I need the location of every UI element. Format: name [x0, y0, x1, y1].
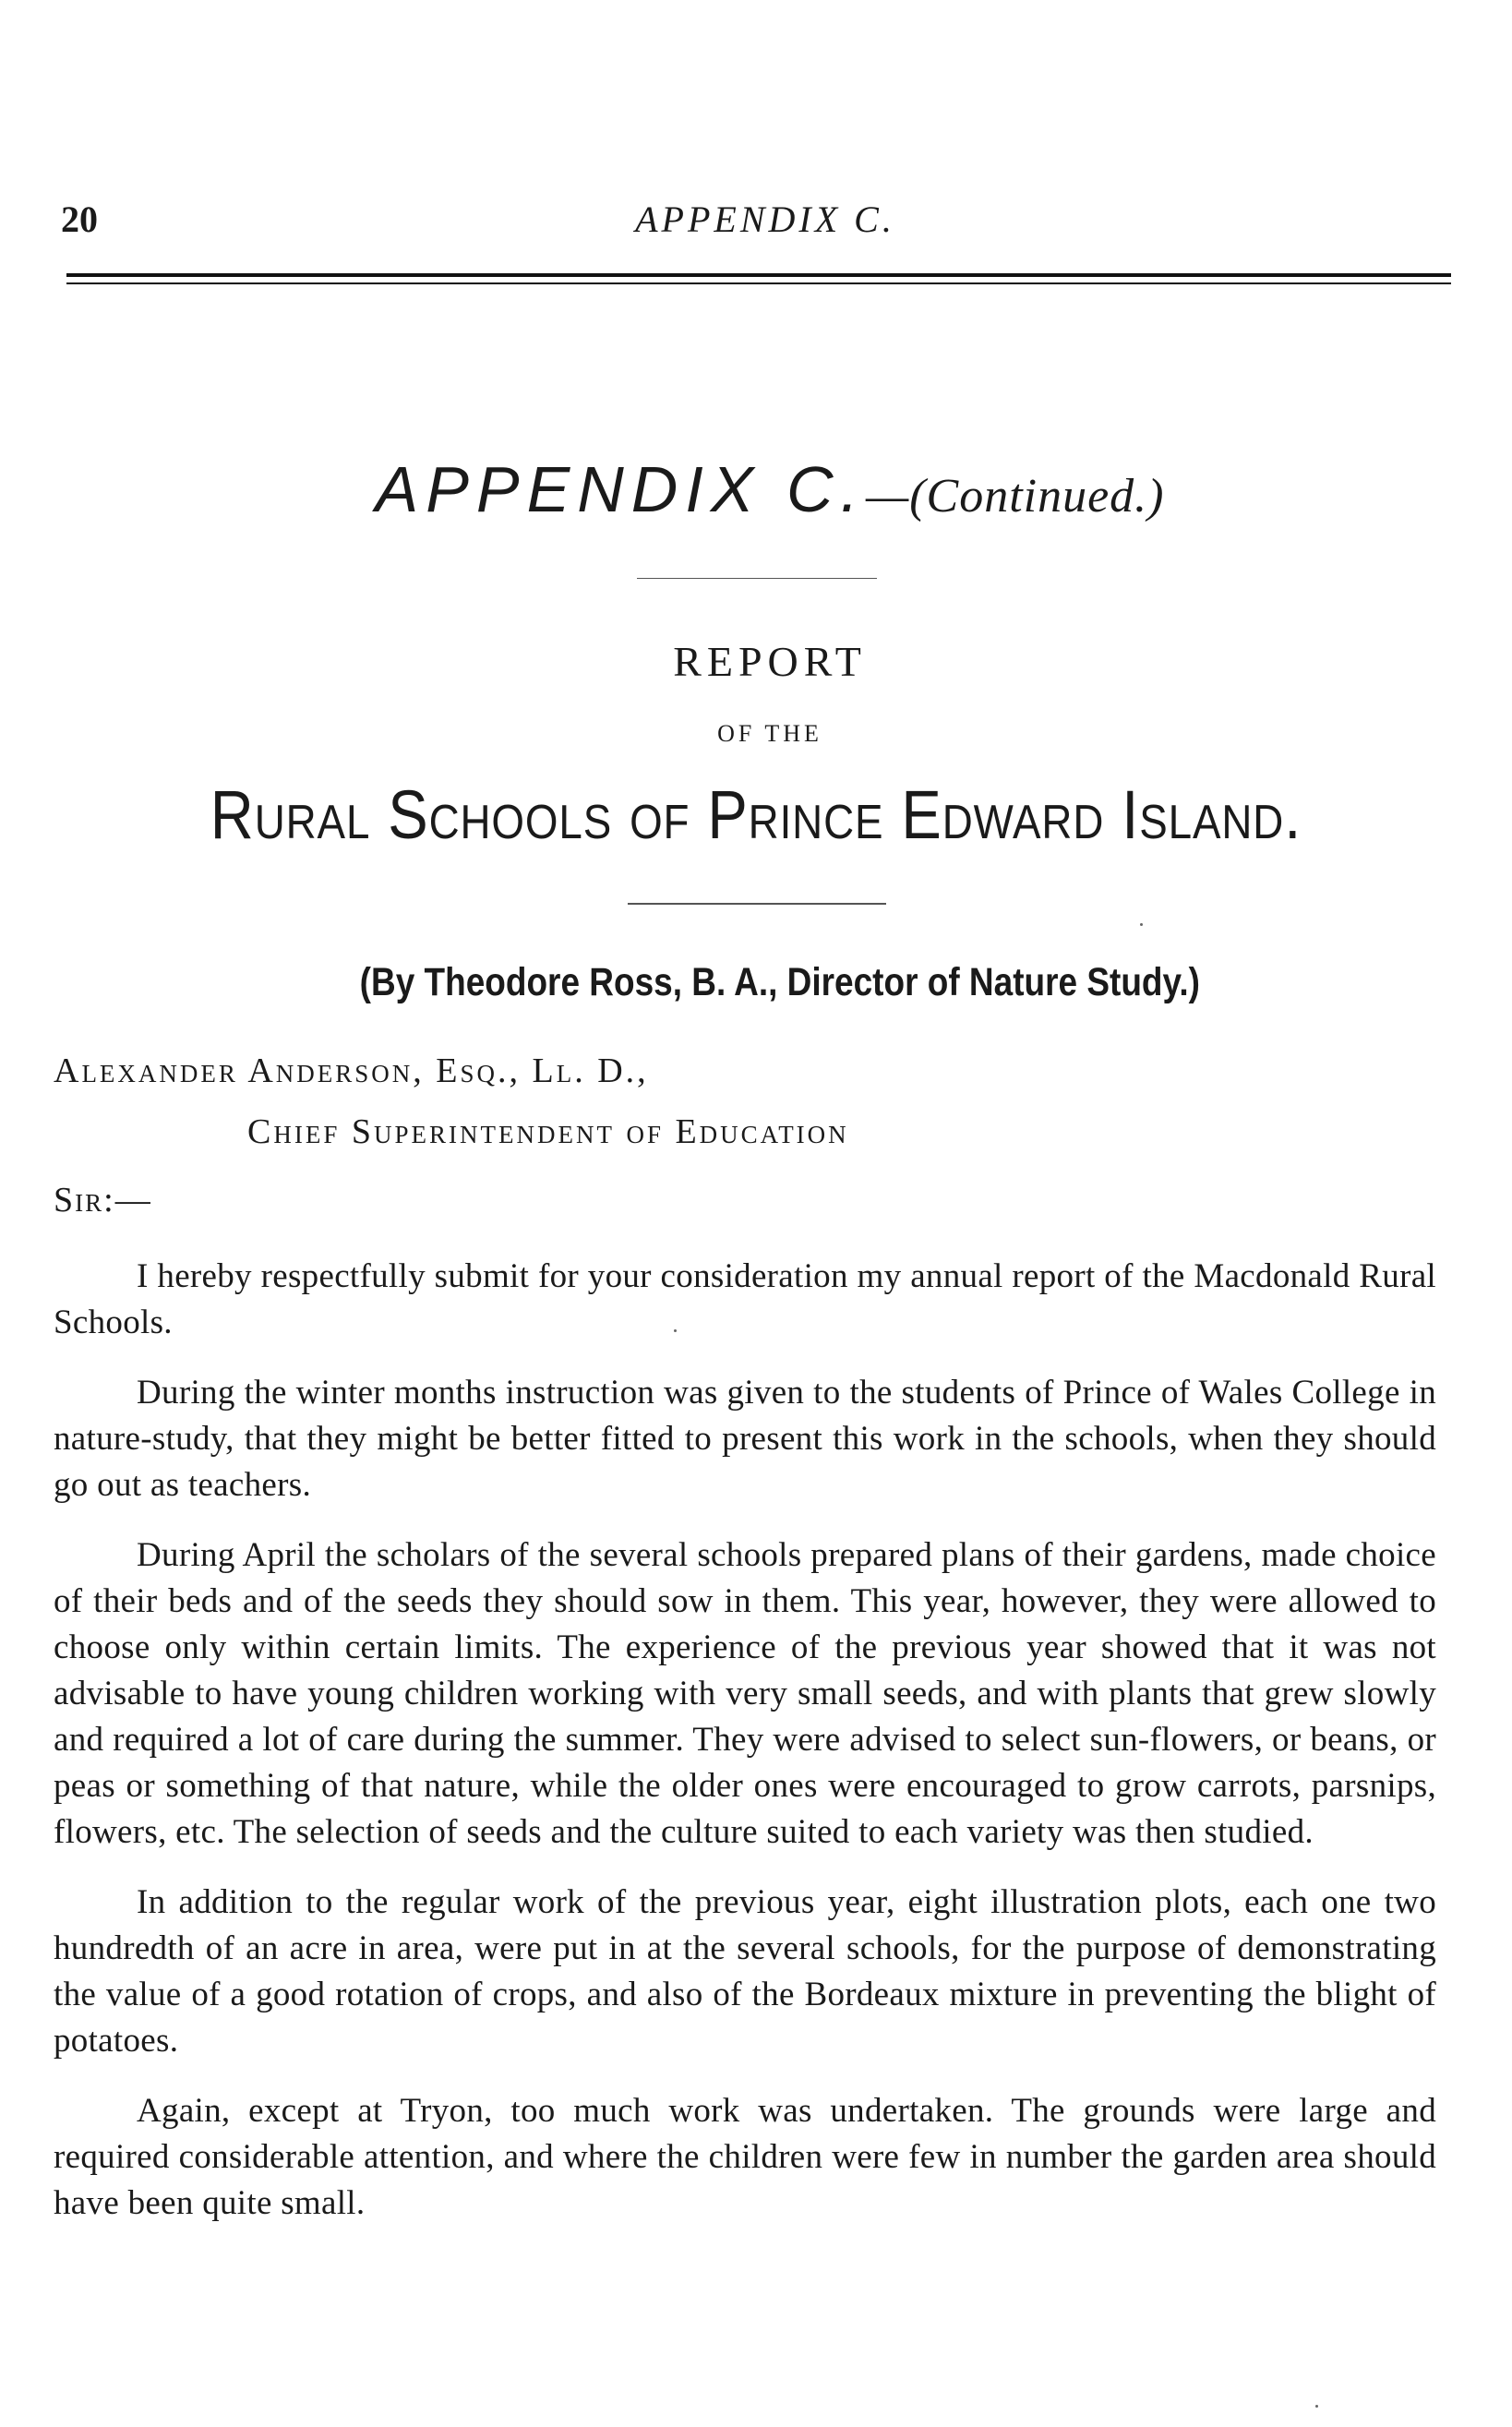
paper-speck	[674, 1329, 677, 1332]
header-rule	[66, 273, 1451, 277]
report-subject: Rural Schools of Prince Edward Island.	[210, 776, 1302, 853]
paragraph: During the winter months instruction was given to the students of Prince of Wales College in nature-study, that they might be better fitted to present this work in the schools, when they should go out as teachers.	[54, 1374, 1436, 1504]
paragraph: During April the scholars of the several schools prepared plans of their gardens, made choice of their beds and of the seeds they should sow in them. This year, however, they were allowed to choose only within certain limits. The experience of the previous year showed that it was not advisable to have young children working with very small seeds, and with plants that grew slowly and required a lot of care during the summer. They were advised to select sun-flowers, or beans, or peas or something of that nature, while the older ones were encouraged to grow carrots, parsnips, flowers, etc. The selection of seeds and the culture suited to each variety was then studied.	[54, 1536, 1436, 1851]
paragraph: I hereby respectfully submit for your consideration my annual report of the Macdonald Rural Schools.	[54, 1257, 1436, 1341]
paragraph: In addition to the regular work of the previous year, eight illustration plots, each one two hundredth of an acre in area, were put in at the several schools, for the purpose of demonstrating the value of a good rotation of crops, and also of the Bordeaux mixture in preventing the blight of potatoes.	[54, 1883, 1436, 2060]
addressee: Alexander Anderson, Esq., Ll. D.,	[54, 1051, 649, 1090]
appendix-title-main: APPENDIX C.	[375, 453, 866, 525]
paper-speck	[1140, 923, 1143, 926]
paragraph: Again, except at Tryon, too much work was undertaken. The grounds were large and required considerable attention, and where the children were few in number the garden area should have been quite small.	[54, 2092, 1436, 2222]
page-number: 20	[61, 198, 98, 240]
header-rule-thin	[66, 282, 1451, 284]
appendix-title	[0, 452, 1512, 526]
salutation: Sir:—	[54, 1181, 152, 1220]
addressee-title: Chief Superintendent of Education	[247, 1112, 849, 1151]
report-heading: REPORT	[673, 638, 867, 685]
paper-speck	[1315, 2405, 1318, 2408]
body-text	[54, 1254, 1436, 2251]
divider-rule	[637, 578, 877, 579]
divider-rule	[628, 903, 886, 905]
of-the-text: OF THE	[717, 720, 822, 747]
byline: (By Theodore Ross, B. A., Director of Nature Study.)	[359, 960, 1200, 1004]
appendix-title-continued: —(Continued.)	[865, 470, 1165, 523]
running-head: APPENDIX C.	[635, 198, 895, 240]
